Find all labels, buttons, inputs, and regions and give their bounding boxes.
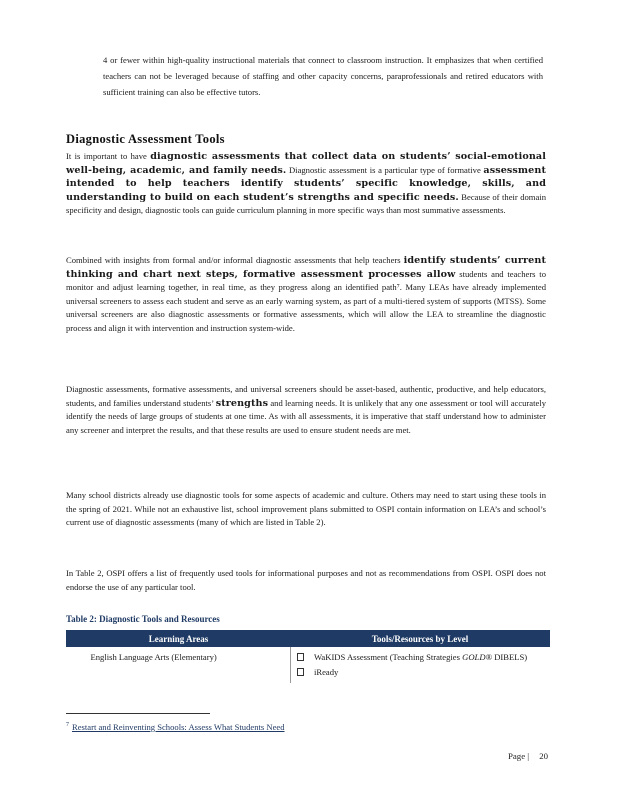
tool-item-wakids bbox=[297, 650, 544, 665]
p1-part-a: It is important to have bbox=[66, 151, 151, 161]
table-caption: Table 2: Diagnostic Tools and Resources bbox=[66, 614, 220, 624]
section-heading: Diagnostic Assessment Tools bbox=[66, 132, 225, 146]
learning-area-cell: English Language Arts (Elementary) bbox=[67, 647, 291, 684]
p2-part-a: Combined with insights from formal and/or informal diagnostic assessments that help teachers bbox=[66, 255, 404, 265]
p3-part-c: and learning needs. It is unlikely that any one assessment or tool will accurately identify the needs of large groups of students at one time. As with all assessments, it is imperative that staff understand how to administer any screener and interpret the results, and that these results are used to ensure student needs are met. bbox=[66, 397, 546, 435]
p3-part-b: strengths bbox=[215, 397, 269, 409]
page-number-value: 20 bbox=[539, 751, 549, 761]
p2-part-c: students and teachers to monitor and adjust learning together, in real time, as they progress along an identified path⁷. Many LEAs have already implemented universal screeners to assess each student and serve as an early warning system, as part of a multi-tiered system of supports (MTSS). Some universal screeners are also diagnostic assessments or formative assessments, which will allow the LEA to streamline the diagnostic process and align it with intervention and instruction system-wide. bbox=[66, 268, 546, 333]
tool-name: WaKIDS Assessment (Teaching Strategies bbox=[314, 652, 463, 662]
tool-name-suffix: DIBELS) bbox=[492, 652, 528, 662]
p1-part-e: Because of their domain specificity and design, diagnostic tools can guide curriculum planning in more specific ways than most summative assessments. bbox=[66, 191, 546, 215]
paragraph-3 bbox=[66, 383, 546, 437]
table-header-row bbox=[67, 631, 550, 647]
intro-continuation bbox=[103, 52, 543, 100]
tools-cell bbox=[291, 647, 550, 684]
paragraph-4: Many school districts already use diagnostic tools for some aspects of academic and culture. Others may need to start using these tools in the spring of 2021. While not an exhaustive list, school improvement plans submitted to OSPI contain information on LEA’s and school’s current use of diagnostic assessments (many of which are listed in Table 2). bbox=[66, 490, 546, 527]
p1-part-b: diagnostic assessments that collect data on students’ social-emotional well-being, academic, and family needs. bbox=[66, 151, 546, 176]
page-number bbox=[508, 751, 548, 761]
checkbox-bullet-icon bbox=[297, 668, 304, 676]
paragraph-1 bbox=[66, 150, 546, 218]
intro-text: 4 or fewer within high-quality instructional materials that connect to classroom instruction. It emphasizes that when certified teachers can not be leveraged because of staffing and other capacity concerns, paraprofessionals and retired educators with sufficient training can also be effective tutors. bbox=[103, 55, 543, 97]
tool-text: iReady bbox=[314, 667, 339, 677]
checkbox-bullet-icon bbox=[297, 653, 304, 661]
header-learning-areas: Learning Areas bbox=[67, 631, 291, 647]
p1-part-c: Diagnostic assessment is a particular type of formative bbox=[286, 164, 484, 175]
p1-part-d: assessment intended to help teachers identify students’ specific knowledge, skills, and understanding to build on each student’s strengths and specific needs. bbox=[66, 164, 546, 203]
page-label: Page | bbox=[508, 751, 530, 761]
footnote-divider bbox=[66, 713, 210, 714]
paragraph-2 bbox=[66, 254, 546, 335]
header-tools-resources: Tools/Resources by Level bbox=[291, 631, 550, 647]
tool-item-iready bbox=[297, 665, 544, 680]
table-row bbox=[67, 647, 550, 684]
footnote-marker: 7 bbox=[66, 722, 69, 728]
footnote-link[interactable]: Restart and Reinventing Schools: Assess What Students Need bbox=[72, 722, 285, 732]
tool-text bbox=[314, 650, 544, 665]
tool-name-emphasis: GOLD® bbox=[462, 652, 493, 662]
paragraph-5: In Table 2, OSPI offers a list of frequently used tools for informational purposes and not as recommendations from OSPI. OSPI does not endorse the use of any particular tool. bbox=[66, 568, 546, 592]
p3-part-a: Diagnostic assessments, formative assessments, and universal screeners should be asset-based, authentic, productive, and help educators, students, and families understand students’ bbox=[66, 384, 546, 408]
diagnostic-tools-table bbox=[66, 630, 550, 683]
p2-part-b: identify students’ current thinking and chart next steps, formative assessment processes allow bbox=[66, 255, 546, 280]
footnote bbox=[66, 722, 285, 732]
